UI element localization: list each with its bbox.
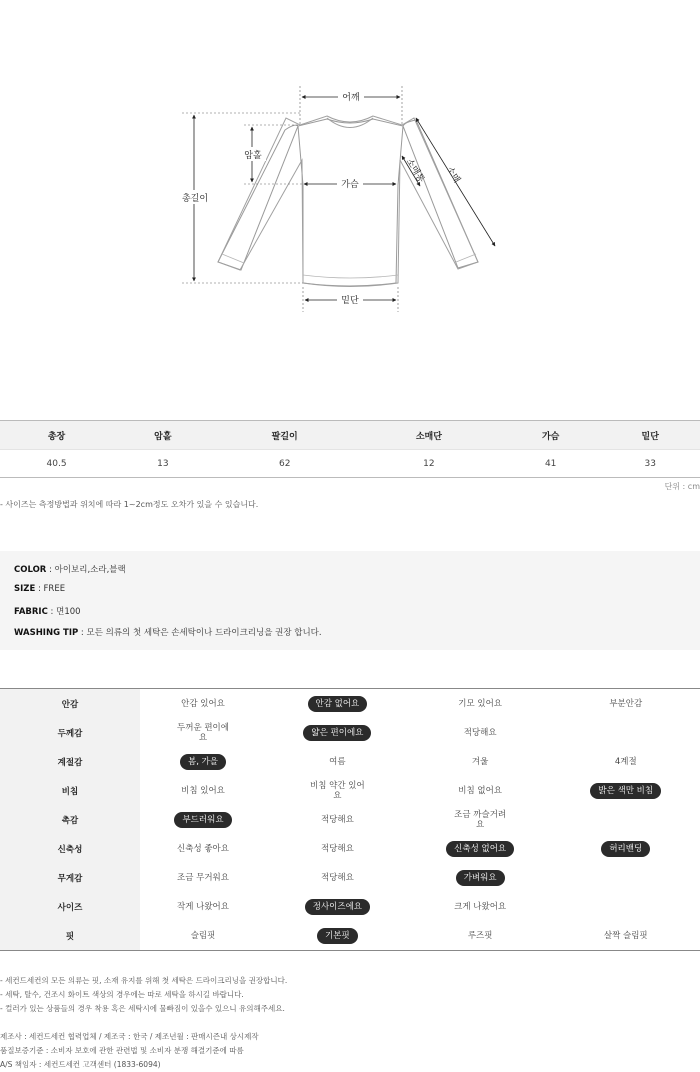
size-header-cell: 암홀	[113, 421, 213, 450]
size-note: - 사이즈는 측정방법과 위치에 따라 1~2cm정도 오차가 있을 수 있습니다.	[0, 500, 259, 509]
attribute-option-cell	[266, 921, 409, 951]
attribute-option-cell	[266, 863, 409, 892]
attribute-label: 촉감	[0, 805, 140, 834]
attribute-row	[0, 776, 700, 805]
size-value-cell: 12	[357, 450, 501, 478]
attribute-option-cell	[140, 892, 266, 921]
option-text: 4계절	[614, 756, 637, 767]
option-text: 비침 없어요	[458, 785, 503, 796]
option-text: 루즈핏	[467, 930, 493, 941]
size-value: : FREE	[35, 584, 66, 594]
attribute-option-cell	[266, 776, 409, 805]
size-table-header	[0, 421, 700, 450]
color-value: : 아이보리,소라,블랙	[46, 565, 126, 575]
unit-label: 단위 : cm	[664, 482, 700, 491]
color-label: COLOR	[14, 565, 47, 575]
washing-value: : 모든 의류의 첫 세탁은 손세탁이나 드라이크리닝을 권장 합니다.	[78, 628, 322, 638]
size-row	[14, 584, 65, 594]
attribute-option-cell	[552, 892, 700, 921]
attribute-option-cell	[140, 747, 266, 776]
cuff-right	[456, 254, 476, 262]
hem-rib	[303, 275, 398, 278]
fabric-label: FABRIC	[14, 607, 48, 617]
size-diagram	[0, 0, 700, 400]
attribute-option-cell	[552, 718, 700, 747]
option-text: 안감 있어요	[181, 698, 225, 709]
attribute-option-cell	[409, 718, 552, 747]
product-info-box	[0, 551, 700, 650]
attribute-option-cell	[552, 834, 700, 863]
attribute-row	[0, 805, 700, 834]
attribute-option-cell	[266, 805, 409, 834]
sleeve-label: 소매	[443, 164, 462, 185]
attribute-row	[0, 892, 700, 921]
size-table	[0, 420, 700, 478]
option-text: 적당해요	[320, 814, 354, 825]
attribute-option-cell	[409, 921, 552, 951]
size-header-cell: 소매단	[357, 421, 501, 450]
attribute-label: 신축성	[0, 834, 140, 863]
attribute-option-cell	[552, 863, 700, 892]
size-table-row	[0, 450, 700, 478]
color-row	[14, 563, 126, 575]
total-length-label: 총길이	[181, 194, 209, 204]
attribute-option-cell	[409, 689, 552, 719]
attribute-option-cell	[140, 834, 266, 863]
washing-label: WASHING TIP	[14, 628, 79, 638]
chest-label: 가슴	[341, 180, 359, 190]
option-text: 기모 있어요	[458, 698, 503, 709]
attribute-option-cell	[409, 892, 552, 921]
size-value-cell: 40.5	[0, 450, 113, 478]
cuff-left	[222, 254, 244, 263]
attribute-option-cell	[266, 747, 409, 776]
attribute-option-cell	[266, 689, 409, 719]
attribute-label: 계절감	[0, 747, 140, 776]
option-text: 크게 나왔어요	[454, 901, 507, 912]
selected-option-badge: 봄, 가을	[180, 754, 226, 770]
fabric-row	[14, 605, 81, 617]
fabric-value: : 면100	[47, 607, 81, 617]
garment-outline	[218, 119, 478, 286]
selected-option-badge: 정사이즈에요	[305, 899, 370, 915]
size-header-cell: 가슴	[501, 421, 601, 450]
attribute-table	[0, 688, 700, 951]
attribute-option-cell	[140, 863, 266, 892]
attribute-label: 무게감	[0, 863, 140, 892]
attribute-label: 핏	[0, 921, 140, 951]
attribute-label: 두께감	[0, 718, 140, 747]
attribute-row	[0, 718, 700, 747]
option-text: 작게 나왔어요	[177, 901, 229, 912]
attribute-label: 비침	[0, 776, 140, 805]
attribute-option-cell	[409, 747, 552, 776]
attribute-option-cell	[140, 921, 266, 951]
attribute-option-cell	[140, 689, 266, 719]
selected-option-badge: 얇은 편이에요	[303, 725, 371, 741]
option-text: 적당해요	[463, 727, 497, 738]
attribute-option-cell	[140, 718, 266, 747]
option-text: 비침 약간 있어요	[310, 780, 365, 801]
size-value-cell: 13	[113, 450, 213, 478]
size-label: SIZE	[14, 584, 36, 594]
size-header-cell: 총장	[0, 421, 113, 450]
attribute-label: 사이즈	[0, 892, 140, 921]
selected-option-badge: 가벼워요	[456, 870, 505, 886]
selected-option-badge: 부드러워요	[174, 812, 231, 828]
attribute-option-cell	[552, 747, 700, 776]
option-text: 여름	[329, 756, 346, 767]
attribute-row	[0, 921, 700, 951]
armhole-label: 암홀	[244, 151, 262, 161]
option-text: 두꺼운 편이에요	[177, 722, 229, 743]
option-text: 조금 까슬거려요	[454, 809, 507, 830]
attribute-option-cell	[409, 834, 552, 863]
size-value-cell: 41	[501, 450, 601, 478]
attribute-row	[0, 747, 700, 776]
care-note: - 세탁, 탈수, 건조시 화이트 색상의 경우에는 따로 세탁을 하시길 바랍니다.	[0, 990, 244, 999]
hem-label: 밑단	[341, 296, 359, 306]
option-text: 겨울	[471, 756, 489, 767]
care-note: - 세컨드세컨의 모든 의류는 핏, 소재 유지를 위해 첫 세탁은 드라이크리닝을 권장합니다.	[0, 976, 288, 985]
option-text: 적당해요	[320, 843, 354, 854]
attribute-row	[0, 689, 700, 719]
selected-option-badge: 안감 없어요	[308, 696, 368, 712]
garment-body	[218, 116, 478, 287]
attribute-option-cell	[409, 805, 552, 834]
size-value-cell: 62	[213, 450, 357, 478]
legal-note: 제조사 : 세컨드세컨 협력업체 / 제조국 : 한국 / 제조년월 : 판매시즌내 상시제작	[0, 1032, 259, 1041]
attribute-option-cell	[552, 805, 700, 834]
selected-option-badge: 밝은 색만 비침	[590, 783, 661, 799]
shoulder-label: 어깨	[342, 93, 360, 103]
attribute-option-cell	[140, 776, 266, 805]
washing-row	[14, 626, 322, 638]
attribute-row	[0, 834, 700, 863]
care-note: - 컬러가 있는 상품들의 경우 착용 혹은 세탁시에 물빠짐이 있을수 있으니 유의해주세요.	[0, 1004, 285, 1013]
attribute-label: 안감	[0, 689, 140, 719]
option-text: 슬림핏	[190, 930, 216, 941]
selected-option-badge: 허리밴딩	[601, 841, 650, 857]
attribute-option-cell	[140, 805, 266, 834]
attribute-option-cell	[552, 921, 700, 951]
legal-note: A/S 책임자 : 세컨드세컨 고객센터 (1833-6094)	[0, 1060, 161, 1069]
attribute-row	[0, 863, 700, 892]
attribute-option-cell	[266, 834, 409, 863]
option-text: 부분안감	[609, 698, 643, 709]
attribute-option-cell	[409, 863, 552, 892]
option-text: 신축성 좋아요	[177, 843, 229, 854]
size-header-cell: 밑단	[600, 421, 700, 450]
option-text: 살짝 슬림핏	[603, 930, 648, 941]
attribute-option-cell	[266, 718, 409, 747]
attribute-option-cell	[552, 776, 700, 805]
size-value-cell: 33	[600, 450, 700, 478]
attribute-option-cell	[266, 892, 409, 921]
legal-note: 품질보증기준 : 소비자 보호에 관한 관련법 및 소비자 분쟁 해결기준에 따름	[0, 1046, 244, 1055]
sleeve-end-label: 소매통	[403, 157, 426, 185]
attribute-option-cell	[552, 689, 700, 719]
selected-option-badge: 기본핏	[317, 928, 358, 944]
selected-option-badge: 신축성 없어요	[446, 841, 514, 857]
attribute-option-cell	[409, 776, 552, 805]
option-text: 조금 무거워요	[177, 872, 229, 883]
size-header-cell: 팔길이	[213, 421, 357, 450]
option-text: 비침 있어요	[181, 785, 225, 796]
option-text: 적당해요	[320, 872, 354, 883]
